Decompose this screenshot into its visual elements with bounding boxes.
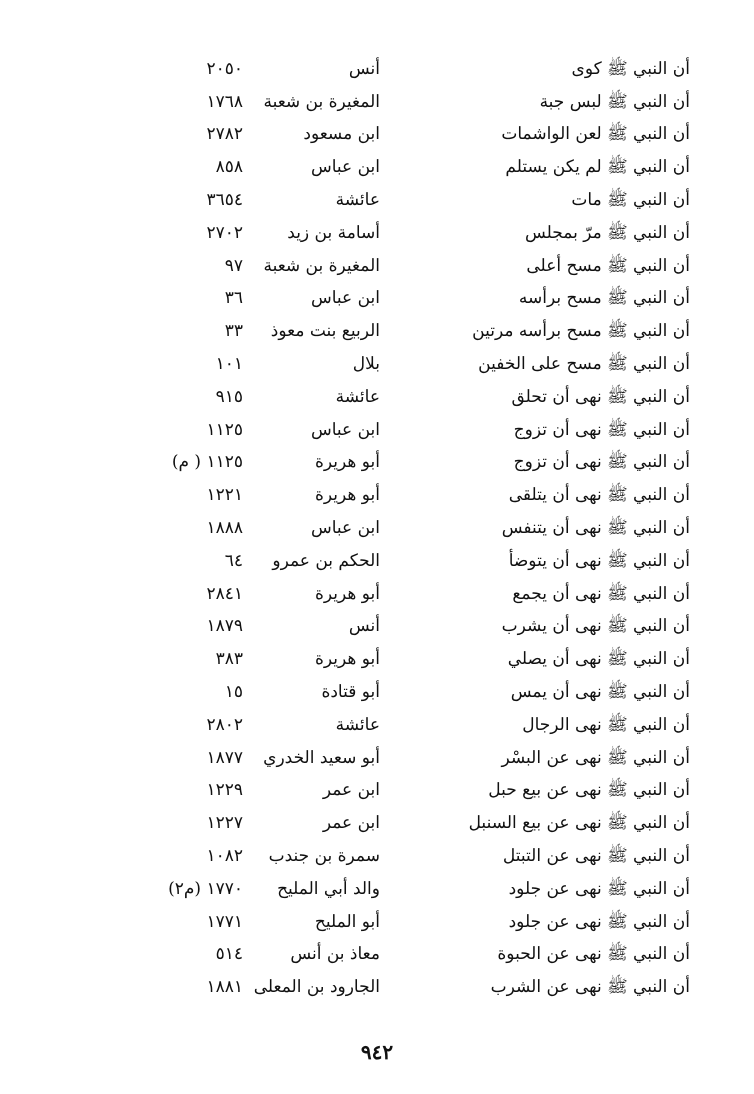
hadith-opening-text: أن النبي ﷺ نهى أن يتنفس — [501, 518, 690, 539]
hadith-opening-text: أن النبي ﷺ نهى أن تزوج — [513, 452, 690, 473]
narrator-name: أبو سعيد الخدري — [263, 747, 380, 768]
narrator-name: أبو هريرة — [314, 649, 380, 670]
index-entry — [130, 86, 690, 119]
hadith-opening-text: أن النبي ﷺ نهى عن جلود — [508, 878, 690, 899]
index-entry — [130, 512, 690, 545]
narrator-name: أبو المليح — [314, 911, 380, 932]
hadith-opening-text: أن النبي ﷺ نهى عن بيع السنبل — [468, 813, 690, 834]
index-entry — [130, 611, 690, 644]
hadith-number: ٢٧٠٢ — [206, 222, 243, 243]
narrator-name: بلال — [352, 354, 380, 375]
narrator-name: أبو هريرة — [314, 583, 380, 604]
narrator-name: أبو هريرة — [314, 452, 380, 473]
hadith-opening-text: أن النبي ﷺ مات — [571, 190, 690, 211]
hadith-number: ١٢٢٩ — [206, 780, 243, 801]
hadith-number: ١٨٧٩ — [206, 616, 243, 637]
index-entry — [130, 119, 690, 152]
hadith-number: ١٧٦٨ — [206, 91, 243, 112]
hadith-opening-text: أن النبي ﷺ نهى الرجال — [522, 714, 690, 735]
index-entry — [130, 709, 690, 742]
narrator-name: عائشة — [335, 386, 380, 407]
hadith-opening-text: أن النبي ﷺ نهى عن بيع حبل — [488, 780, 690, 801]
hadith-number: ١١٢٥ ( م) — [171, 452, 243, 473]
hadith-number: ١٧٧٠ (م٢) — [168, 878, 243, 899]
index-entry — [130, 414, 690, 447]
narrator-name: أبو قتادة — [321, 682, 380, 703]
narrator-name: الجارود بن المعلى — [253, 977, 380, 998]
narrator-name: ابن عباس — [310, 518, 380, 539]
hadith-number: ١٥ — [224, 682, 243, 703]
hadith-number: ٣٦ — [224, 288, 243, 309]
hadith-opening-text: أن النبي ﷺ مسح برأسه مرتين — [472, 321, 690, 342]
index-entry — [130, 971, 690, 1004]
hadith-number: ٣٣ — [224, 321, 243, 342]
hadith-number: ٢٨٠٢ — [206, 714, 243, 735]
page-number: ٩٤٢ — [360, 1040, 394, 1064]
narrator-name: ابن عمر — [322, 813, 380, 834]
narrator-name: الحكم بن عمرو — [272, 550, 380, 571]
index-entry — [130, 873, 690, 906]
hadith-opening-text: أن النبي ﷺ نهى أن يجمع — [512, 583, 690, 604]
index-entry — [130, 545, 690, 578]
narrator-name: والد أبي المليح — [277, 878, 380, 899]
hadith-index-list — [130, 53, 690, 1004]
narrator-name: ابن عباس — [310, 419, 380, 440]
hadith-opening-text: أن النبي ﷺ نهى عن التبتل — [502, 846, 690, 867]
narrator-name: عائشة — [335, 714, 380, 735]
narrator-name: أبو هريرة — [314, 485, 380, 506]
hadith-number: ٦٤ — [224, 550, 243, 571]
narrator-name: الربيع بنت معوذ — [270, 321, 380, 342]
hadith-opening-text: أن النبي ﷺ نهى أن تزوج — [513, 419, 690, 440]
narrator-name: المغيرة بن شعبة — [263, 91, 380, 112]
hadith-opening-text: أن النبي ﷺ مرّ بمجلس — [524, 222, 690, 243]
hadith-number: ١٠١ — [215, 354, 243, 375]
hadith-opening-text: أن النبي ﷺ مسح على الخفين — [478, 354, 690, 375]
narrator-name: ابن عمر — [322, 780, 380, 801]
hadith-opening-text: أن النبي ﷺ نهى أن تحلق — [511, 386, 690, 407]
hadith-number: ١٢٢١ — [206, 485, 243, 506]
index-entry — [130, 939, 690, 972]
index-entry — [130, 775, 690, 808]
narrator-name: ابن مسعود — [303, 124, 380, 145]
hadith-number: ١٨٨١ — [206, 977, 243, 998]
narrator-name: أنس — [348, 58, 380, 79]
hadith-opening-text: أن النبي ﷺ نهى عن الحبوة — [497, 944, 690, 965]
hadith-number: ١٨٨٨ — [206, 518, 243, 539]
index-entry — [130, 643, 690, 676]
index-entry — [130, 479, 690, 512]
index-entry — [130, 348, 690, 381]
index-entry — [130, 315, 690, 348]
hadith-number: ٣٦٥٤ — [206, 190, 243, 211]
index-entry — [130, 742, 690, 775]
index-entry — [130, 151, 690, 184]
hadith-number: ١٧٧١ — [206, 911, 243, 932]
narrator-name: معاذ بن أنس — [290, 944, 380, 965]
index-entry — [130, 807, 690, 840]
narrator-name: ابن عباس — [310, 157, 380, 178]
hadith-opening-text: أن النبي ﷺ نهى أن يشرب — [501, 616, 690, 637]
hadith-number: ٢٧٨٢ — [206, 124, 243, 145]
hadith-opening-text: أن النبي ﷺ مسح برأسه — [518, 288, 690, 309]
hadith-number: ٣٨٣ — [215, 649, 243, 670]
hadith-opening-text: أن النبي ﷺ كوى — [571, 58, 690, 79]
hadith-opening-text: أن النبي ﷺ نهى عن جلود — [508, 911, 690, 932]
index-entry — [130, 676, 690, 709]
hadith-opening-text: أن النبي ﷺ نهى أن يتلقى — [508, 485, 690, 506]
index-entry — [130, 250, 690, 283]
narrator-name: ابن عباس — [310, 288, 380, 309]
index-entry — [130, 283, 690, 316]
narrator-name: أنس — [348, 616, 380, 637]
hadith-number: ٢٠٥٠ — [206, 58, 243, 79]
narrator-name: أسامة بن زيد — [287, 222, 380, 243]
index-entry — [130, 217, 690, 250]
hadith-opening-text: أن النبي ﷺ نهى أن يمس — [510, 682, 690, 703]
hadith-number: ٥١٤ — [215, 944, 243, 965]
index-entry — [130, 184, 690, 217]
hadith-number: ٨٥٨ — [215, 157, 243, 178]
narrator-name: المغيرة بن شعبة — [263, 255, 380, 276]
hadith-number: ٩٧ — [224, 255, 243, 276]
hadith-opening-text: أن النبي ﷺ نهى عن البسْر — [501, 747, 690, 768]
hadith-opening-text: أن النبي ﷺ نهى عن الشرب — [490, 977, 690, 998]
hadith-opening-text: أن النبي ﷺ لبس جبة — [539, 91, 690, 112]
narrator-name: سمرة بن جندب — [268, 846, 380, 867]
narrator-name: عائشة — [335, 190, 380, 211]
hadith-number: ١١٢٥ — [206, 419, 243, 440]
hadith-number: ١٢٢٧ — [206, 813, 243, 834]
hadith-number: ١٠٨٢ — [206, 846, 243, 867]
index-entry — [130, 53, 690, 86]
hadith-opening-text: أن النبي ﷺ نهى أن يتوضأ — [508, 550, 690, 571]
index-entry — [130, 906, 690, 939]
hadith-number: ٢٨٤١ — [206, 583, 243, 604]
index-entry — [130, 840, 690, 873]
hadith-opening-text: أن النبي ﷺ لعن الواشمات — [501, 124, 690, 145]
index-entry — [130, 578, 690, 611]
index-entry — [130, 381, 690, 414]
hadith-opening-text: أن النبي ﷺ مسح أعلى — [526, 255, 690, 276]
hadith-number: ٩١٥ — [215, 386, 243, 407]
hadith-opening-text: أن النبي ﷺ نهى أن يصلي — [507, 649, 690, 670]
hadith-opening-text: أن النبي ﷺ لم يكن يستلم — [505, 157, 690, 178]
hadith-number: ١٨٧٧ — [206, 747, 243, 768]
index-entry — [130, 447, 690, 480]
